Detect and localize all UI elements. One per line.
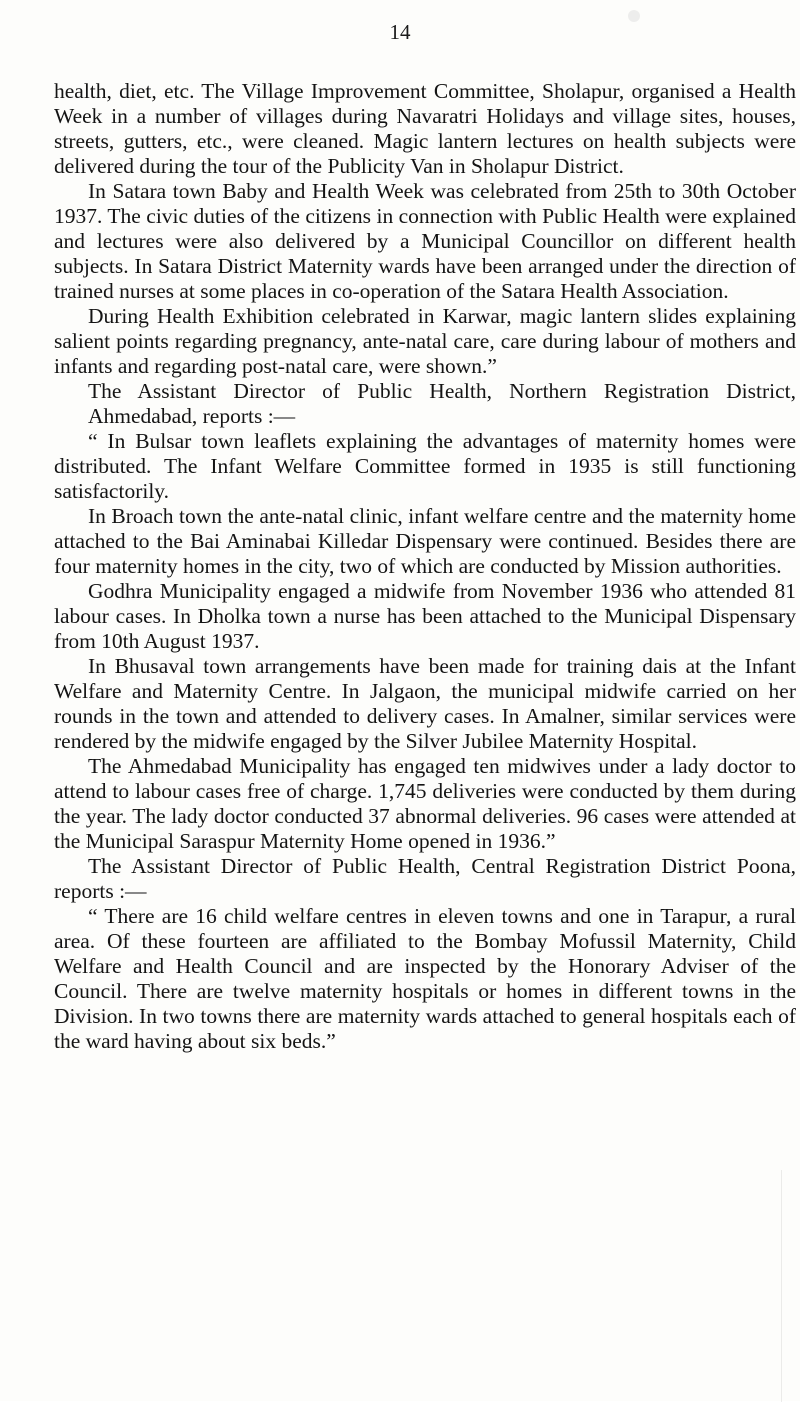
paragraph-northern-district-intro: The Assistant Director of Public Health, Northern Registration District, Ahmedabad, reports :— — [88, 379, 796, 428]
paragraph-broach: In Broach town the ante-natal clinic, infant welfare centre and the maternity home attached to the Bai Aminabai Killedar Dispensary were continued. Besides there are four maternity homes in the city, two of which are conducted by Mission authorities. — [54, 504, 796, 578]
paragraph-godhra: Godhra Municipality engaged a midwife from November 1936 who attended 81 labour cases. In Dholka town a nurse has been attached to the Municipal Dispensary from 10th August 1937. — [54, 579, 796, 653]
paragraph-bhusaval: In Bhusaval town arrangements have been made for training dais at the Infant Welfare and Maternity Centre. In Jalgaon, the municipal midwife carried on her rounds in the town and attended to delivery cases. In Amalner, similar services were rendered by the midwife engaged by the Silver Jubilee Maternity Hospital. — [54, 654, 796, 753]
paragraph-sholapur-health-week: health, diet, etc. The Village Improvement Committee, Sholapur, organised a Health Week in a number of villages during Navaratri Holidays and village sites, houses, streets, gutters, etc., were cleaned. Magic lantern lectures on health subjects were delivered during the tour of the Publicity Van in Sholapur District. — [54, 79, 796, 178]
paragraph-satara-baby-week: In Satara town Baby and Health Week was celebrated from 25th to 30th October 1937. The civic duties of the citizens in connection with Public Health were explained and lectures were also delivered by a Municipal Councillor on different health subjects. In Satara District Maternity wards have been arranged under the direction of trained nurses at some places in co-operation of the Satara Health Association. — [54, 179, 796, 303]
paragraph-ahmedabad-municipality: The Ahmedabad Municipality has engaged ten midwives under a lady doctor to attend to labour cases free of charge. 1,745 deliveries were conducted by them during the year. The lady doctor conducted 37 abnormal deliveries. 96 cases were attended at the Municipal Saraspur Maternity Home opened in 1936.” — [54, 754, 796, 853]
body-text — [54, 79, 796, 1054]
paragraph-central-district-intro: The Assistant Director of Public Health, Central Registration District Poona, reports :— — [54, 854, 796, 903]
page-edge-mark — [747, 1170, 782, 1402]
paragraph-child-welfare-centres: “ There are 16 child welfare centres in eleven towns and one in Tarapur, a rural area. Of these fourteen are affiliated to the Bombay Mofussil Maternity, Child Welfare and Health Council and are inspected by the Honorary Adviser of the Council. There are twelve maternity hospitals or homes in different towns in the Division. In two towns there are maternity wards attached to general hospitals each of the ward having about six beds.” — [54, 904, 796, 1053]
page-number: 14 — [389, 20, 411, 44]
paragraph-karwar-exhibition: During Health Exhibition celebrated in Karwar, magic lantern slides explaining salient points regarding pregnancy, ante-natal care, care during labour of mothers and infants and regarding post-natal care, were shown.” — [54, 304, 796, 378]
paragraph-bulsar: “ In Bulsar town leaflets explaining the advantages of maternity homes were distributed. The Infant Welfare Committee formed in 1935 is still functioning satisfactorily. — [54, 429, 796, 503]
